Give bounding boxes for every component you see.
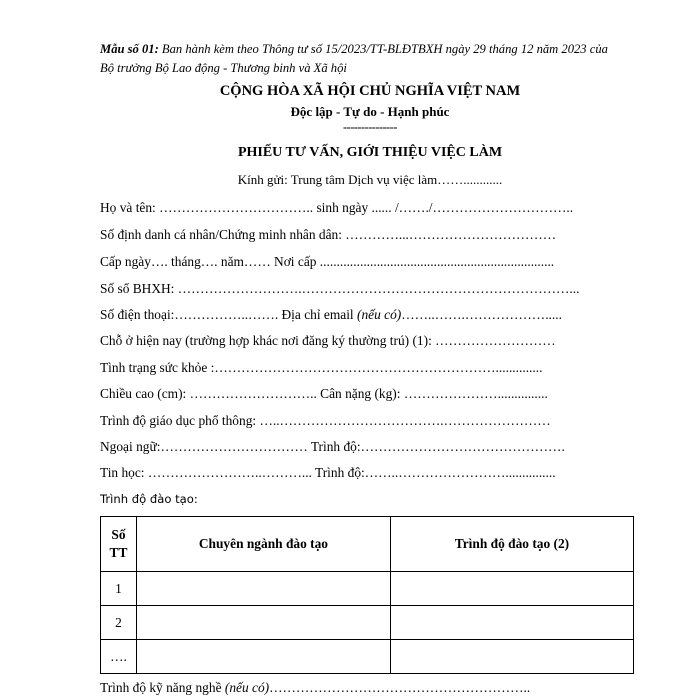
major-cell[interactable]: [136, 640, 390, 674]
level-cell[interactable]: [390, 606, 633, 640]
form-note-text: Ban hành kèm theo Thông tư số 15/2023/TT-BLĐTBXH ngày 29 tháng 12 năm 2023 của Bộ trưởng Bộ Lao động - Thương binh và Xã hội: [100, 42, 608, 75]
header-level: Trình độ đào tạo (2): [390, 517, 633, 572]
header-no: [101, 517, 137, 572]
major-cell[interactable]: [136, 572, 390, 606]
header-no-line1: Số: [111, 527, 126, 542]
motto: Độc lập - Tự do - Hạnh phúc: [290, 104, 450, 119]
form-note: [100, 40, 620, 78]
issue-date-place-field[interactable]: Cấp ngày…. tháng…. năm…… Nơi cấp ......................................................................: [100, 254, 555, 269]
table-row: [101, 572, 634, 606]
table-row: [101, 606, 634, 640]
vocational-dots: …………………………………………………..: [269, 680, 531, 695]
height-weight-field[interactable]: Chiều cao (cm): ……………………….. Cân nặng (kg): …………………...............: [100, 386, 548, 401]
health-field[interactable]: Tình trạng sức khỏe :………………………………………………………..............: [100, 360, 543, 375]
social-insurance-field[interactable]: Số sổ BHXH: ……………………….……………………………………………………...: [100, 281, 580, 296]
id-number-field[interactable]: Số định danh cá nhân/Chứng minh nhân dân: …………...……………………………: [100, 227, 557, 242]
training-table: [100, 516, 634, 674]
training-label: Trình độ đào tạo:: [100, 492, 198, 506]
nation-heading: CỘNG HÒA XÃ HỘI CHỦ NGHĨA VIỆT NAM: [219, 83, 521, 99]
row-number: 2: [101, 606, 137, 640]
language-field[interactable]: Ngoại ngữ:…………………………… Trình độ:……………………………………….: [100, 439, 565, 454]
table-header-row: [101, 517, 634, 572]
phone-email-label: Số điện thoại:……………..……. Địa chỉ email: [100, 307, 357, 322]
residence-field[interactable]: Chỗ ở hiện nay (trường hợp khác nơi đăng ký thường trú) (1): ………………………: [100, 333, 556, 348]
level-cell[interactable]: [390, 640, 633, 674]
computer-field[interactable]: Tin học: ……………………..………... Trình độ:……..……………………...............: [100, 465, 556, 480]
vocational-optional: (nếu có): [224, 680, 270, 695]
major-cell[interactable]: [136, 606, 390, 640]
recipient-line: Kính gửi: Trung tâm Dịch vụ việc làm……............: [237, 172, 503, 187]
vocational-label: Trình độ kỹ năng nghề: [100, 680, 225, 695]
vocational-skill-field[interactable]: [100, 680, 530, 696]
row-number: 1: [101, 572, 137, 606]
row-number: ….: [101, 640, 137, 674]
phone-email-dots: ……..…….……………….....: [401, 307, 562, 322]
phone-email-field[interactable]: [100, 307, 562, 323]
name-dob-field[interactable]: Họ và tên: …………………………….. sinh ngày ...... /……./…………………………..: [100, 200, 574, 215]
table-row: [101, 640, 634, 674]
header-major: Chuyên ngành đào tạo: [136, 517, 390, 572]
education-field[interactable]: Trình độ giáo dục phổ thông: …..……………………………….……………………: [100, 413, 551, 428]
level-cell[interactable]: [390, 572, 633, 606]
form-title: PHIẾU TƯ VẤN, GIỚI THIỆU VIỆC LÀM: [237, 145, 503, 160]
phone-email-optional: (nếu có): [357, 307, 402, 322]
header-no-line2: TT: [109, 545, 128, 560]
heading-divider: ---------------: [343, 120, 397, 134]
form-number: Mẫu số 01:: [100, 42, 159, 56]
